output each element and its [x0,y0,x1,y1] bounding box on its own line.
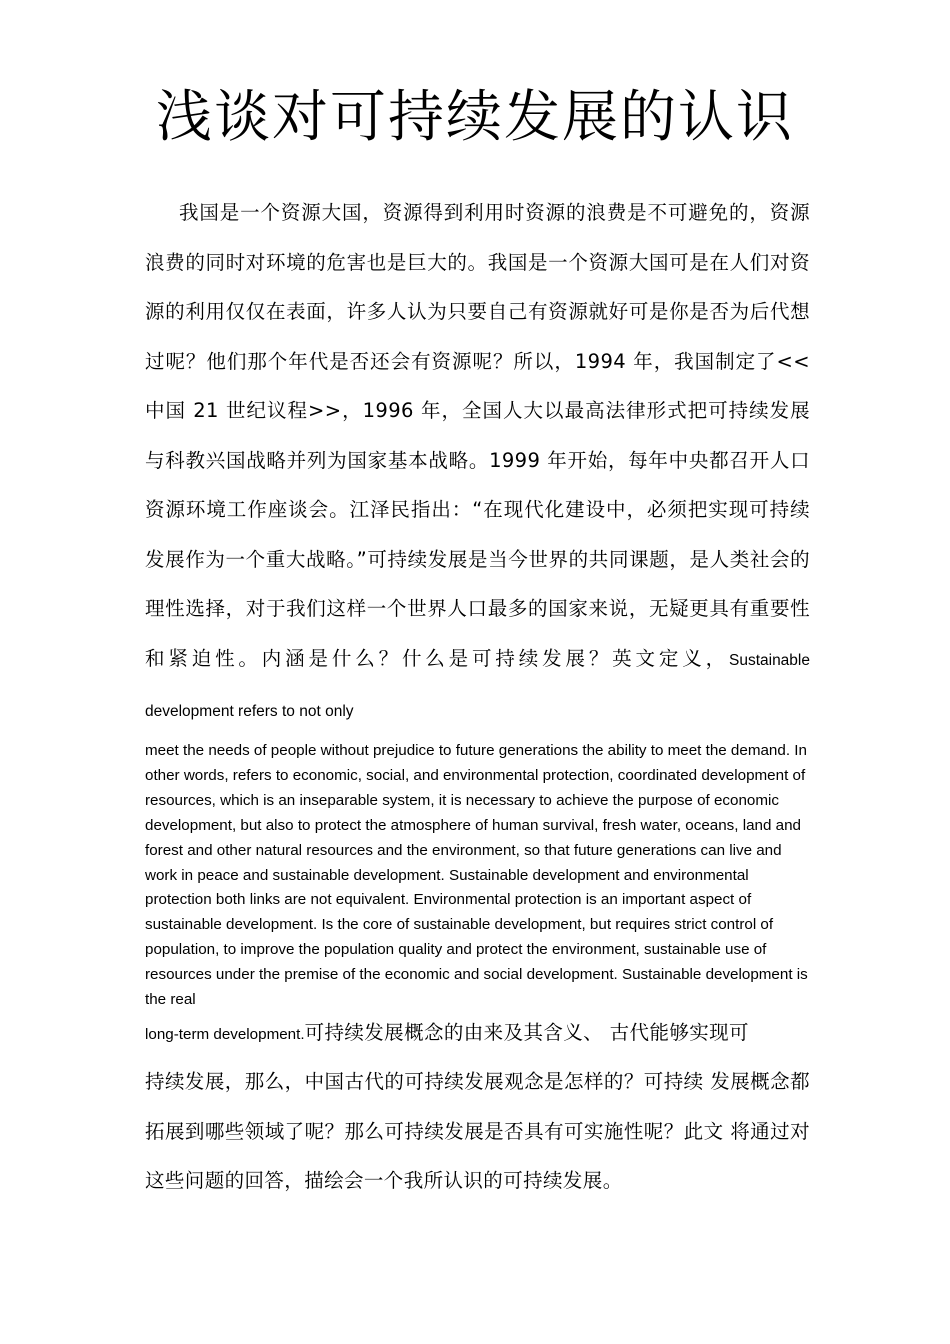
english-definition-end: long-term development. [145,1026,305,1043]
english-chinese-transition-line [145,1008,813,1060]
english-definition-start: Sustainable development refers to not only [145,651,810,720]
paragraph-intro-text: 我国是一个资源大国，资源得到利用时资源的浪费是不可避免的，资源浪费的同时对环境的危害也是巨大的。我国是一个资源大国可是在人们对资源的利用仅仅在表面，许多人认为只要自己有资源就好可是你是否为后代想过呢？他们那个年代是否还会有资源呢？所以，1994 年，我国制定了<<中国 21 世纪议程>>，1996 年，全国人大以最高法律形式把可持续发展与科教兴国战略并列为国家基本战略。1999 年开始，每年中央都召开人口资源环境工作座谈会。江泽民指出：“在现代化建设中，必须把实现可持续发展作为一个重大战略。”可持续发展是当今世界的共同课题，是人类社会的理性选择，对于我们这样一个世界人口最多的国家来说，无疑更具有重要性和紧迫性。内涵是什么？什么是可持续发展？英文定义， [145,201,810,670]
paragraph-intro [145,188,810,737]
english-definition-block: meet the needs of people without prejudice to future generations the ability to meet the demand. In other words, refers to economic, social, and environmental protection, coordinated development of resources, which is an inseparable system, it is necessary to achieve the purpose of economic development, but also to protect the atmosphere of human survival, fresh water, oceans, land and forest and other natural resources and the environment, so that future generations can live and work in peace and sustainable development. Sustainable development and environmental protection both links are not equivalent. Environmental protection is an important aspect of sustainable development. Is the core of sustainable development, but requires strict control of population, to improve the population quality and protect the environment, sustainable use of resources under the premise of the economic and social development. Sustainable development is the real [145,742,808,1009]
page-title: 浅谈对可持续发展的认识 [156,85,794,150]
paragraph-conclusion: 持续发展，那么，中国古代的可持续发展观念是怎样的？可持续 发展概念都拓展到哪些领域了呢？那么可持续发展是否具有可实施性呢？此文 将通过对这些问题的回答，描绘会一个我所认识的可持续发展。 [145,1070,810,1192]
chinese-continuation: 可持续发展概念的由来及其含义、 古代能够实现可 [304,1021,749,1044]
